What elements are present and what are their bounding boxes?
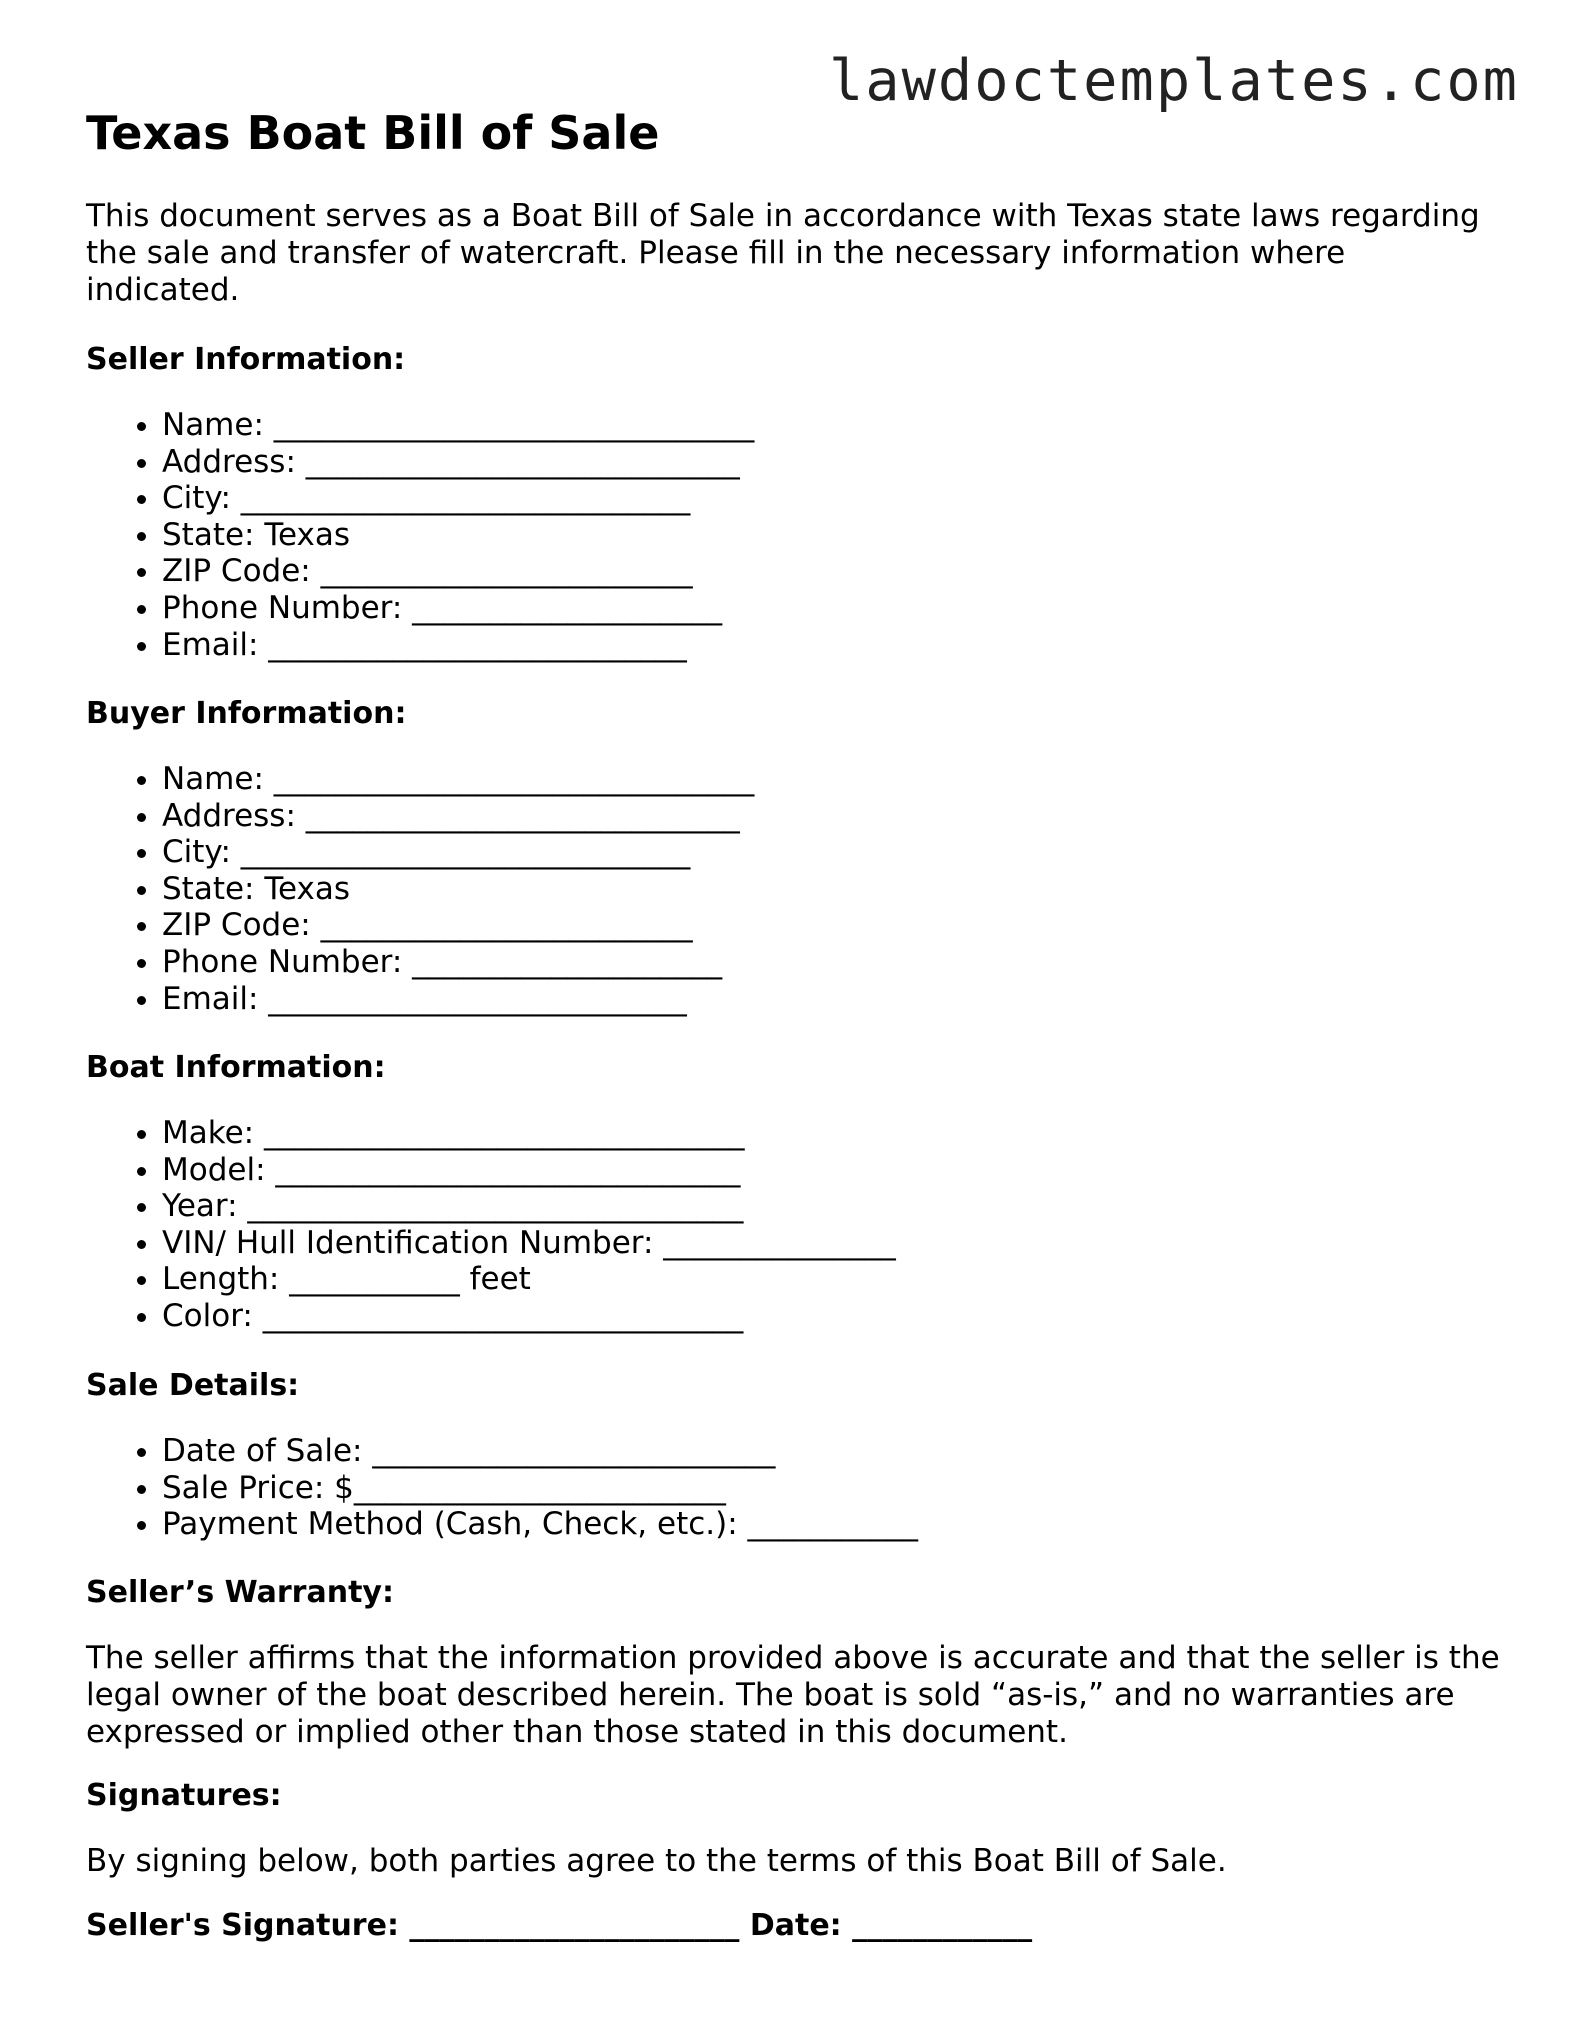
signatures-section: [86, 1777, 1506, 1880]
buyer-name-field: • Name: _______________________________: [162, 761, 1506, 798]
seller-signature-line: Seller's Signature: ______________________ Date: ____________: [86, 1908, 1033, 1943]
seller-name-field: • Name: _______________________________: [162, 407, 1506, 444]
seller-state-field: • State: Texas: [162, 517, 1506, 554]
seller-information-section: [86, 341, 1506, 663]
seller-warranty-heading: Seller’s Warranty:: [86, 1575, 394, 1610]
signatures-heading: Signatures:: [86, 1778, 282, 1813]
seller-email-field: • Email: ___________________________: [162, 627, 1506, 664]
boat-field-list: [86, 1115, 1506, 1335]
document-title: Texas Boat Bill of Sale: [86, 106, 660, 160]
buyer-phone-field: • Phone Number: ____________________: [162, 944, 1506, 981]
seller-information-heading: Seller Information:: [86, 342, 406, 377]
sale-date-field: • Date of Sale: __________________________: [162, 1433, 1506, 1470]
boat-model-field: • Model: ______________________________: [162, 1152, 1506, 1189]
boat-year-field: • Year: ________________________________: [162, 1188, 1506, 1225]
buyer-field-list: [86, 761, 1506, 1017]
buyer-email-field: • Email: ___________________________: [162, 981, 1506, 1018]
sale-details-section: [86, 1367, 1506, 1543]
boat-make-field: • Make: _______________________________: [162, 1115, 1506, 1152]
buyer-state-field: • State: Texas: [162, 871, 1506, 908]
seller-field-list: [86, 407, 1506, 663]
boat-color-field: • Color: _______________________________: [162, 1298, 1506, 1335]
buyer-address-field: • Address: ____________________________: [162, 798, 1506, 835]
seller-phone-field: • Phone Number: ____________________: [162, 590, 1506, 627]
seller-warranty-section: [86, 1574, 1506, 1751]
boat-information-section: [86, 1049, 1506, 1335]
buyer-zip-field: • ZIP Code: ________________________: [162, 907, 1506, 944]
signatures-text: By signing below, both parties agree to the terms of this Boat Bill of Sale.: [86, 1843, 1227, 1879]
seller-zip-field: • ZIP Code: ________________________: [162, 553, 1506, 590]
buyer-city-field: • City: _____________________________: [162, 834, 1506, 871]
sale-details-heading: Sale Details:: [86, 1368, 300, 1403]
buyer-information-heading: Buyer Information:: [86, 696, 407, 731]
boat-hull-id-field: • VIN/ Hull Identification Number: _______________: [162, 1225, 1506, 1262]
intro-paragraph: This document serves as a Boat Bill of Sale in accordance with Texas state laws regarding the sale and transfer of watercraft. Please fill in the necessary information where indicated.: [86, 198, 1480, 308]
seller-address-field: • Address: ____________________________: [162, 444, 1506, 481]
seller-city-field: • City: _____________________________: [162, 480, 1506, 517]
sale-price-field: • Sale Price: $________________________: [162, 1470, 1506, 1507]
boat-information-heading: Boat Information:: [86, 1050, 386, 1085]
seller-warranty-text: The seller affirms that the information provided above is accurate and that the seller is the legal owner of the boat described herein. The boat is sold “as-is,” and no warranties are expressed or implied other than those stated in this document.: [86, 1640, 1500, 1750]
site-watermark: lawdoctemplates.com: [828, 48, 1519, 114]
buyer-information-section: [86, 695, 1506, 1017]
sale-field-list: [86, 1433, 1506, 1543]
payment-method-field: • Payment Method (Cash, Check, etc.): ___________: [162, 1506, 1506, 1543]
boat-length-field: • Length: ___________ feet: [162, 1261, 1506, 1298]
